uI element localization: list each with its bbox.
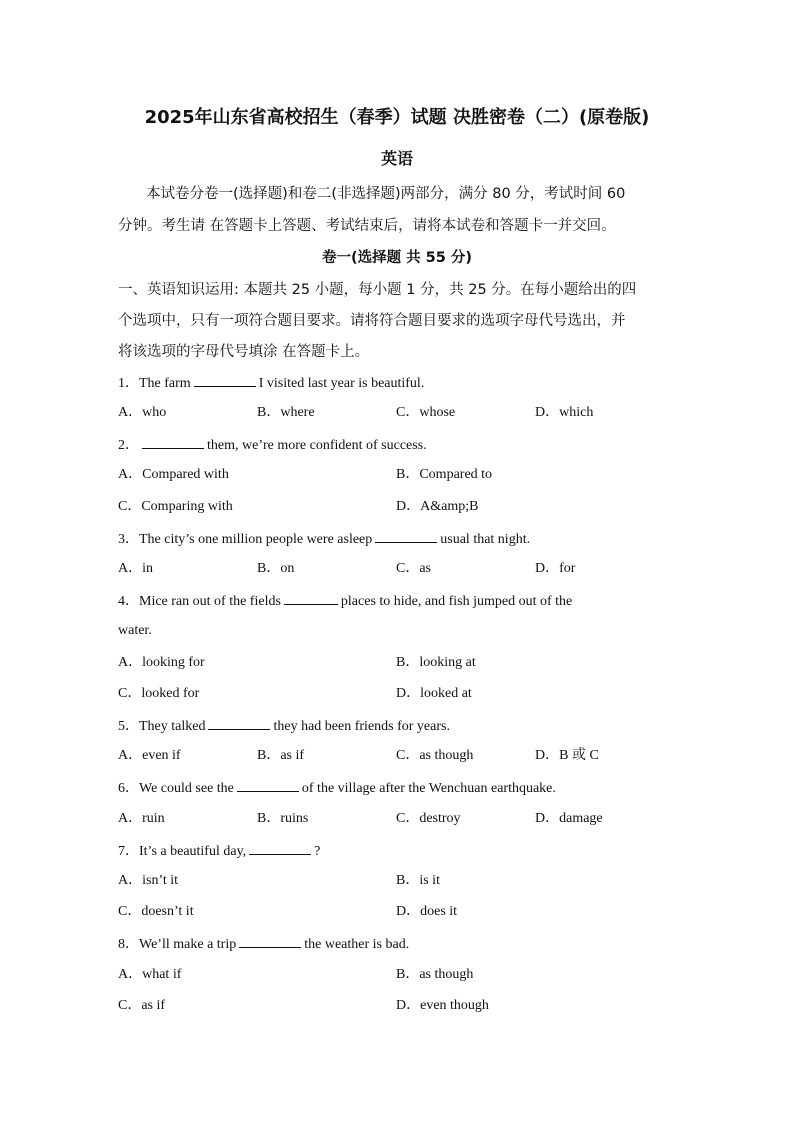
option-c[interactable]: C．doesn’t it — [118, 904, 194, 919]
option-d[interactable]: D．even though — [396, 998, 489, 1013]
section-instruction-3: 将该选项的字母代号填涂 在答题卡上。 — [118, 344, 370, 360]
option-a[interactable]: A．who — [118, 405, 167, 420]
question-4 — [118, 590, 572, 610]
option-d[interactable]: D．which — [535, 405, 594, 420]
option-c[interactable]: C．destroy — [396, 811, 461, 826]
question-text-before: It’s a beautiful day, — [139, 844, 247, 859]
question-text-before: They talked — [139, 719, 206, 734]
question-text-after: them, we’re more confident of success. — [207, 438, 427, 453]
question-text-after: usual that night. — [440, 532, 531, 547]
option-d[interactable]: D．for — [535, 561, 576, 576]
intro-line-1: 本试卷分卷一(选择题)和卷二(非选择题)两部分，满分 80 分，考试时间 60 — [146, 186, 626, 202]
option-a[interactable]: A．what if — [118, 967, 182, 982]
option-a[interactable]: A．even if — [118, 748, 181, 763]
option-d[interactable]: D．B 或 C — [535, 748, 599, 763]
option-b[interactable]: B．looking at — [396, 655, 476, 670]
option-c[interactable]: C．as — [396, 561, 431, 576]
question-text-after: the weather is bad. — [304, 937, 410, 952]
answer-blank — [142, 434, 204, 449]
question-text-after: of the village after the Wenchuan earthquake. — [301, 781, 556, 796]
option-c[interactable]: C．as though — [396, 748, 474, 763]
section-instruction-2: 个选项中，只有一项符合题目要求。请将符合题目要求的选项字母代号选出，并 — [118, 313, 626, 329]
option-d[interactable]: D．looked at — [396, 686, 472, 701]
option-a[interactable]: A．looking for — [118, 655, 205, 670]
question-7 — [118, 840, 320, 860]
question-3 — [118, 528, 530, 548]
question-number: 4． — [118, 594, 139, 609]
option-a[interactable]: A．ruin — [118, 811, 165, 826]
answer-blank — [194, 372, 256, 387]
option-b[interactable]: B．on — [257, 561, 295, 576]
page-title: 2025年山东省高校招生（春季）试题 决胜密卷（二）(原卷版) — [144, 107, 650, 128]
question-number: 7． — [118, 844, 139, 859]
option-c[interactable]: C．looked for — [118, 686, 200, 701]
option-a[interactable]: A．in — [118, 561, 153, 576]
question-text-after: ? — [314, 844, 321, 859]
question-text-before: The farm — [139, 376, 191, 391]
question-4-continuation: water. — [118, 623, 152, 638]
question-2 — [118, 434, 427, 454]
question-number: 5． — [118, 719, 139, 734]
question-5 — [118, 715, 450, 735]
question-6 — [118, 777, 556, 797]
option-b[interactable]: B．ruins — [257, 811, 309, 826]
option-a[interactable]: A．isn’t it — [118, 873, 179, 888]
option-b[interactable]: B．Compared to — [396, 467, 493, 482]
question-text-before: We’ll make a trip — [139, 937, 237, 952]
question-text-after: they had been friends for years. — [273, 719, 450, 734]
question-number: 6． — [118, 781, 139, 796]
question-text-before: Mice ran out of the fields — [139, 594, 281, 609]
question-text-after: I visited last year is beautiful. — [258, 376, 425, 391]
option-b[interactable]: B．is it — [396, 873, 440, 888]
answer-blank — [239, 933, 301, 948]
option-d[interactable]: D．damage — [535, 811, 603, 826]
subject-title: 英语 — [380, 149, 413, 168]
question-number: 2． — [118, 438, 139, 453]
option-d[interactable]: D．A&amp;B — [396, 499, 479, 514]
question-text-before: The city’s one million people were asleep — [139, 532, 373, 547]
option-b[interactable]: B．as though — [396, 967, 474, 982]
answer-blank — [375, 528, 437, 543]
answer-blank — [208, 715, 270, 730]
question-8 — [118, 933, 409, 953]
section-instruction-1: 一、英语知识运用: 本题共 25 小题，每小题 1 分，共 25 分。在每小题给出的四 — [118, 282, 637, 298]
answer-blank — [249, 840, 311, 855]
option-c[interactable]: C．Comparing with — [118, 499, 233, 514]
option-a[interactable]: A．Compared with — [118, 467, 229, 482]
section-title: 卷一(选择题 共 55 分) — [321, 250, 473, 266]
question-1 — [118, 372, 424, 392]
question-number: 1． — [118, 376, 139, 391]
option-b[interactable]: B．as if — [257, 748, 305, 763]
question-number: 3． — [118, 532, 139, 547]
question-text-before: We could see the — [139, 781, 234, 796]
answer-blank — [237, 777, 299, 792]
option-c[interactable]: C．whose — [396, 405, 456, 420]
question-text-after: places to hide, and fish jumped out of the — [340, 594, 573, 609]
option-c[interactable]: C．as if — [118, 998, 166, 1013]
option-d[interactable]: D．does it — [396, 904, 458, 919]
question-number: 8． — [118, 937, 139, 952]
option-b[interactable]: B．where — [257, 405, 315, 420]
intro-line-2: 分钟。考生请 在答题卡上答题、考试结束后，请将本试卷和答题卡一并交回。 — [118, 218, 616, 234]
answer-blank — [284, 590, 338, 605]
